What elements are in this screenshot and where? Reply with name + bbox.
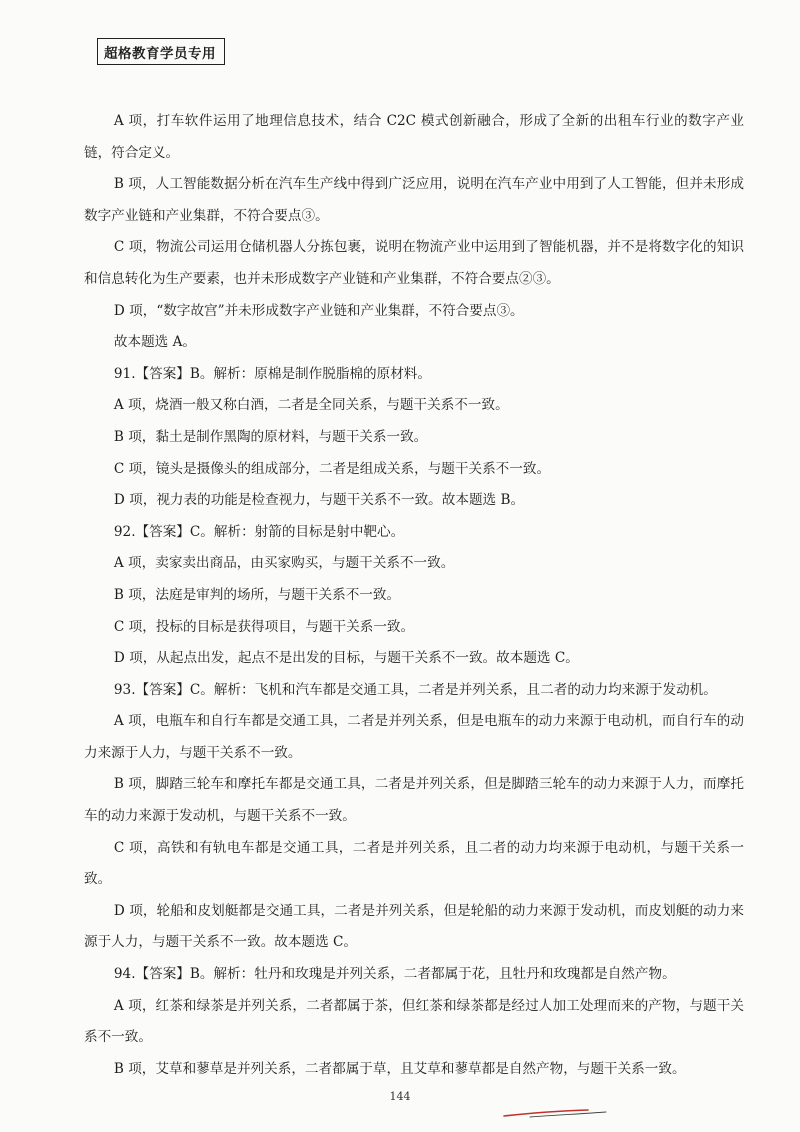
paragraph: B 项，法庭是审判的场所，与题干关系不一致。: [113, 586, 401, 603]
answer-92: 92.【答案】C。解析：射箭的目标是射中靶心。: [113, 523, 405, 540]
paragraph: C 项，高铁和有轨电车都是交通工具，二者是并列关系，且二者的动力均来源于电动机，与题干关系一致。: [84, 839, 745, 888]
pen-mark: [500, 1102, 610, 1122]
paragraph: A 项，卖家卖出商品，由买家购买，与题干关系不一致。: [113, 555, 455, 572]
paragraph: B 项，艾草和蓼草是并列关系，二者都属于草，且艾草和蓼草都是自然产物，与题干关系一致。: [113, 1060, 686, 1077]
paragraph: B 项，脚踏三轮车和摩托车都是交通工具，二者是并列关系，但是脚踏三轮车的动力来源于人力，而摩托车的动力来源于发动机，与题干关系不一致。: [84, 776, 744, 825]
paragraph: B 项，黏土是制作黑陶的原材料，与题干关系一致。: [113, 428, 428, 445]
answer-93: 93.【答案】C。解析：飞机和汽车都是交通工具，二者是并列关系，且二者的动力均来源于发动机。: [113, 681, 717, 698]
paragraph: D 项，轮船和皮划艇都是交通工具，二者是并列关系，但是轮船的动力来源于发动机，而皮划艇的动力来源于人力，与题干关系不一致。故本题选 C。: [84, 902, 744, 951]
paragraph: A 项，烧酒一般又称白酒，二者是全同关系，与题干关系不一致。: [113, 397, 509, 414]
answer-91: 91.【答案】B。解析：原棉是制作脱脂棉的原材料。: [113, 365, 431, 382]
paragraph: C 项，投标的目标是获得项目，与题干关系一致。: [113, 618, 415, 635]
document-body: [84, 106, 744, 1085]
paragraph: 故本题选 A。: [113, 334, 197, 351]
paragraph: D 项，从起点出发，起点不是出发的目标，与题干关系不一致。故本题选 C。: [113, 650, 579, 667]
paragraph: C 项，物流公司运用仓储机器人分拣包裹，说明在物流产业中运用到了智能机器，并不是将数字化的知识和信息转化为生产要素，也并未形成数字产业链和产业集群，不符合要点②③。: [84, 239, 744, 287]
header-label: 超格教育学员专用: [97, 38, 225, 65]
paragraph: A 项，打车软件运用了地理信息技术，结合 C2C 模式创新融合，形成了全新的出租车行业的数字产业链，符合定义。: [84, 113, 744, 161]
paragraph: A 项，红茶和绿茶是并列关系，二者都属于茶，但红茶和绿茶都是经过人加工处理而来的产物，与题干关系不一致。: [84, 997, 744, 1046]
page-number: 144: [389, 1090, 411, 1103]
paragraph: C 项，镜头是摄像头的组成部分，二者是组成关系，与题干关系不一致。: [113, 460, 551, 477]
paragraph: B 项，人工智能数据分析在汽车生产线中得到广泛应用，说明在汽车产业中用到了人工智能，但并未形成数字产业链和产业集群，不符合要点③。: [84, 176, 744, 224]
answer-94: 94.【答案】B。解析：牡丹和玫瑰是并列关系，二者都属于花，且牡丹和玫瑰都是自然产物。: [113, 966, 676, 983]
paragraph: D 项，视力表的功能是检查视力，与题干关系不一致。故本题选 B。: [113, 492, 525, 509]
paragraph: D 项，“数字故宫”并未形成数字产业链和产业集群，不符合要点③。: [113, 302, 524, 319]
paragraph: A 项，电瓶车和自行车都是交通工具，二者是并列关系，但是电瓶车的动力来源于电动机，而自行车的动力来源于人力，与题干关系不一致。: [84, 713, 744, 761]
